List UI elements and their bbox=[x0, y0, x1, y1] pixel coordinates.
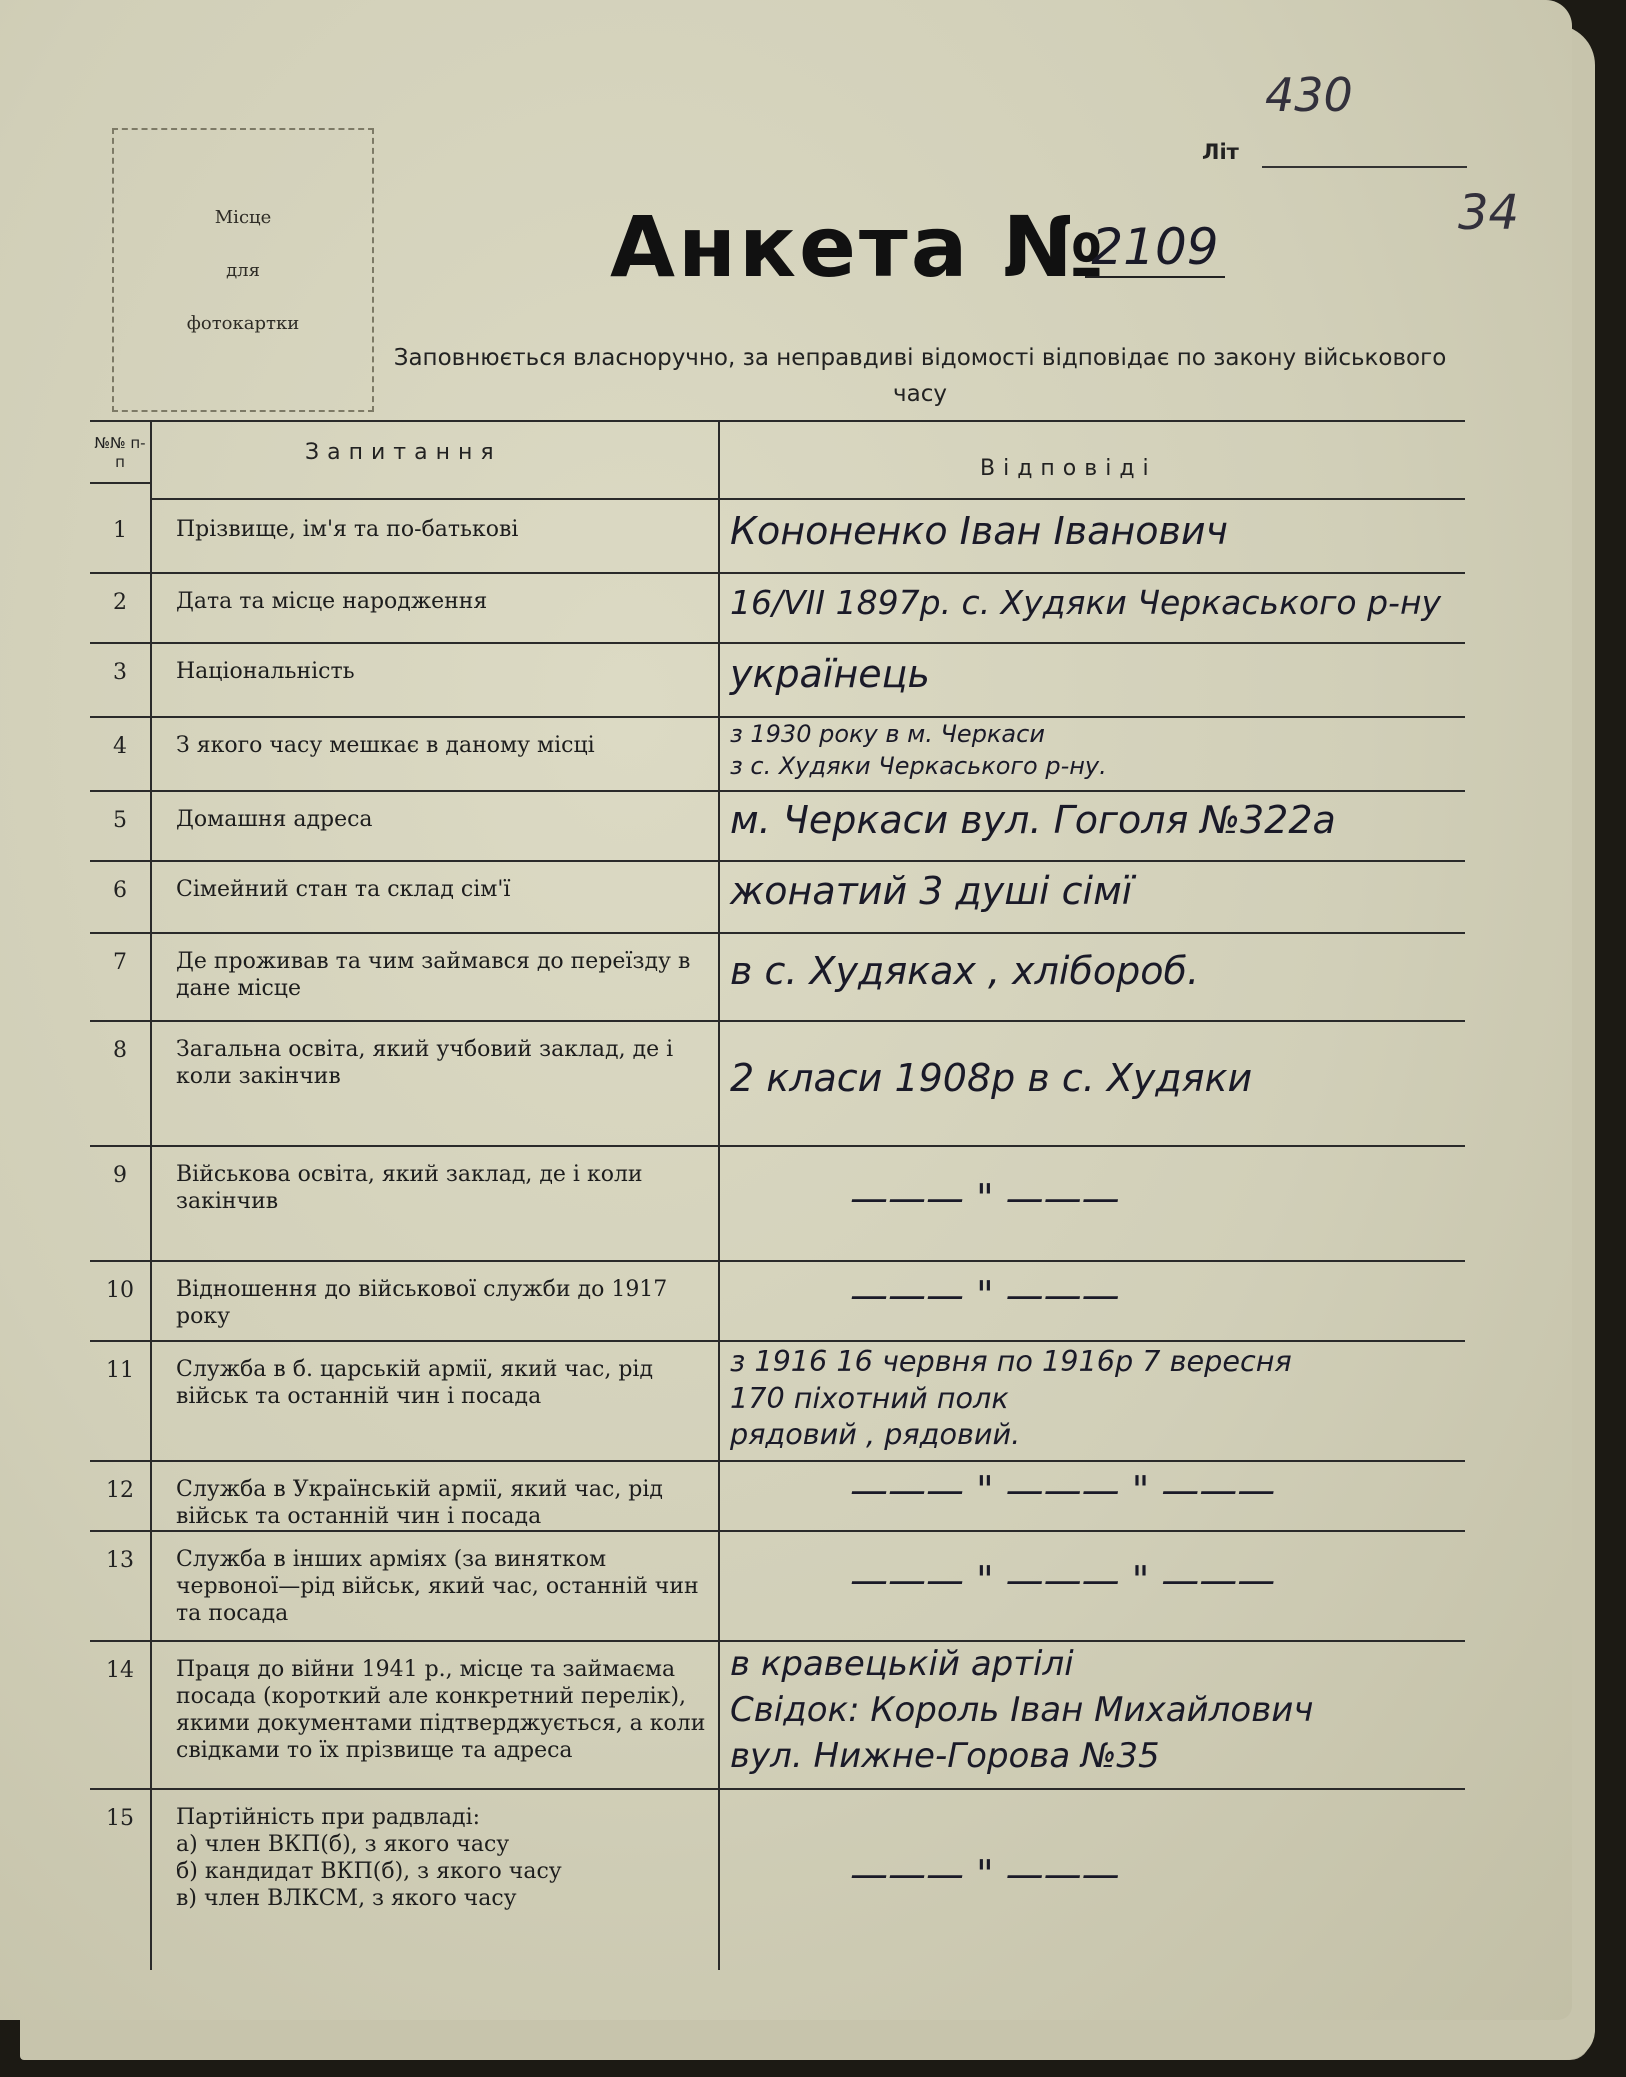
header-answer: Відповіді bbox=[980, 456, 1157, 481]
row-question: Партійність при радвладі: а) член ВКП(б), з якого часу б) кандидат ВКП(б), з якого часу в) член ВЛКСМ, з якого часу bbox=[176, 1805, 562, 1911]
row-number: 13 bbox=[106, 1548, 134, 1573]
row-question: Праця до війни 1941 р., місце та займаєма посада (короткий але конкретний перелік), якими документами підтверджується, а коли свідками то їх прізвище та адреса bbox=[176, 1657, 706, 1763]
row-question: Прізвище, ім'я та по-батькові bbox=[176, 517, 519, 542]
row-number: 15 bbox=[106, 1806, 134, 1831]
row-number: 3 bbox=[113, 660, 127, 685]
row-answer: ——— " ——— " ——— bbox=[850, 1468, 1276, 1512]
table-row bbox=[90, 500, 1465, 572]
row-answer: ——— " ——— bbox=[850, 1273, 1120, 1317]
questionnaire-table bbox=[90, 420, 1465, 1970]
table-row bbox=[90, 790, 1465, 860]
header-number: №№ п-п bbox=[94, 434, 146, 471]
row-answer: вул. Нижне-Горова №35 bbox=[730, 1736, 1160, 1776]
page-number: 34 bbox=[1458, 185, 1520, 241]
table-row bbox=[90, 932, 1465, 1020]
page-title: Анкета № bbox=[610, 198, 1107, 296]
row-answer: 170 піхотний полк bbox=[730, 1380, 1009, 1415]
table-row bbox=[90, 716, 1465, 790]
row-question: З якого часу мешкає в даному місці bbox=[176, 733, 595, 758]
row-answer: 2 класи 1908р в с. Худяки bbox=[730, 1055, 1253, 1100]
archive-number: 430 bbox=[1265, 68, 1353, 122]
photo-label: для bbox=[226, 259, 260, 281]
row-number: 2 bbox=[113, 590, 127, 615]
row-number: 10 bbox=[106, 1278, 134, 1303]
row-answer: м. Черкаси вул. Гоголя №322а bbox=[730, 798, 1336, 842]
row-answer: Кононенко Іван Іванович bbox=[730, 509, 1229, 553]
form-number: 2109 bbox=[1085, 218, 1225, 278]
row-number: 5 bbox=[113, 808, 127, 833]
row-answer: рядовий , рядовий. bbox=[730, 1417, 1021, 1452]
row-answer: з с. Худяки Черкаського р-ну. bbox=[730, 752, 1107, 780]
row-question: Загальна освіта, який учбовий заклад, де і коли закінчив bbox=[176, 1037, 674, 1089]
row-answer: ——— " ——— " ——— bbox=[850, 1558, 1276, 1602]
row-question: Домашня адреса bbox=[176, 807, 373, 832]
lit-label: Літ bbox=[1202, 140, 1239, 164]
row-number: 12 bbox=[106, 1478, 134, 1503]
table-row bbox=[90, 860, 1465, 932]
row-number: 4 bbox=[113, 734, 127, 759]
table-row bbox=[90, 642, 1465, 716]
table-row bbox=[90, 1340, 1465, 1460]
photo-label: Місце bbox=[214, 206, 272, 228]
row-number: 9 bbox=[113, 1163, 127, 1188]
table-rule bbox=[90, 420, 1465, 422]
row-answer: з 1930 року в м. Черкаси bbox=[730, 720, 1045, 748]
photo-label: фотокартки bbox=[186, 312, 300, 334]
row-answer: в с. Худяках , хлібороб. bbox=[730, 949, 1200, 993]
lit-line bbox=[1262, 166, 1467, 168]
row-number: 6 bbox=[113, 878, 127, 903]
row-answer: українець bbox=[730, 652, 930, 696]
row-answer: в кравецькій артілі bbox=[730, 1644, 1074, 1684]
row-question: Національність bbox=[176, 659, 355, 684]
row-question: Військова освіта, який заклад, де і коли закінчив bbox=[176, 1162, 643, 1214]
photo-placeholder bbox=[112, 128, 374, 412]
row-answer: з 1916 16 червня по 1916р 7 вересня bbox=[730, 1344, 1292, 1378]
row-question: Служба в Українській армії, який час, рід військ та останній чин і посада bbox=[176, 1477, 663, 1529]
subtitle: Заповнюється власноручно, за неправдиві відомості відповідає по закону військового часу bbox=[393, 345, 1447, 407]
row-answer: 16/VII 1897р. с. Худяки Черкаського р-ну bbox=[730, 582, 1442, 622]
table-rule bbox=[90, 482, 150, 484]
row-answer: ——— " ——— bbox=[850, 1175, 1120, 1220]
row-number: 14 bbox=[106, 1658, 134, 1683]
row-question: Дата та місце народження bbox=[176, 589, 488, 614]
row-answer: Свідок: Король Іван Михайлович bbox=[730, 1690, 1314, 1730]
row-number: 8 bbox=[113, 1038, 127, 1063]
table-row bbox=[90, 1640, 1465, 1788]
row-question: Служба в інших арміях (за винятком червоної—рід військ, який час, останній чин та посада bbox=[176, 1547, 699, 1626]
table-row bbox=[90, 1788, 1465, 1970]
row-question: Сімейний стан та склад сім'ї bbox=[176, 877, 511, 902]
table-row bbox=[90, 572, 1465, 642]
row-answer: жонатий 3 душі сімї bbox=[730, 869, 1133, 913]
table-row bbox=[90, 1460, 1465, 1530]
row-number: 7 bbox=[113, 950, 127, 975]
table-row bbox=[90, 1530, 1465, 1640]
table-row bbox=[90, 1020, 1465, 1145]
table-row bbox=[90, 1260, 1465, 1340]
row-question: Де проживав та чим займався до переїзду в дане місце bbox=[176, 949, 691, 1001]
row-number: 1 bbox=[113, 518, 127, 543]
row-number: 11 bbox=[106, 1358, 134, 1383]
header-question: Запитання bbox=[305, 440, 502, 465]
table-row bbox=[90, 1145, 1465, 1260]
row-answer: ——— " ——— bbox=[850, 1852, 1120, 1896]
row-question: Служба в б. царській армії, який час, рід військ та останній чин і посада bbox=[176, 1357, 653, 1409]
row-question: Відношення до військової служби до 1917 року bbox=[176, 1277, 668, 1329]
